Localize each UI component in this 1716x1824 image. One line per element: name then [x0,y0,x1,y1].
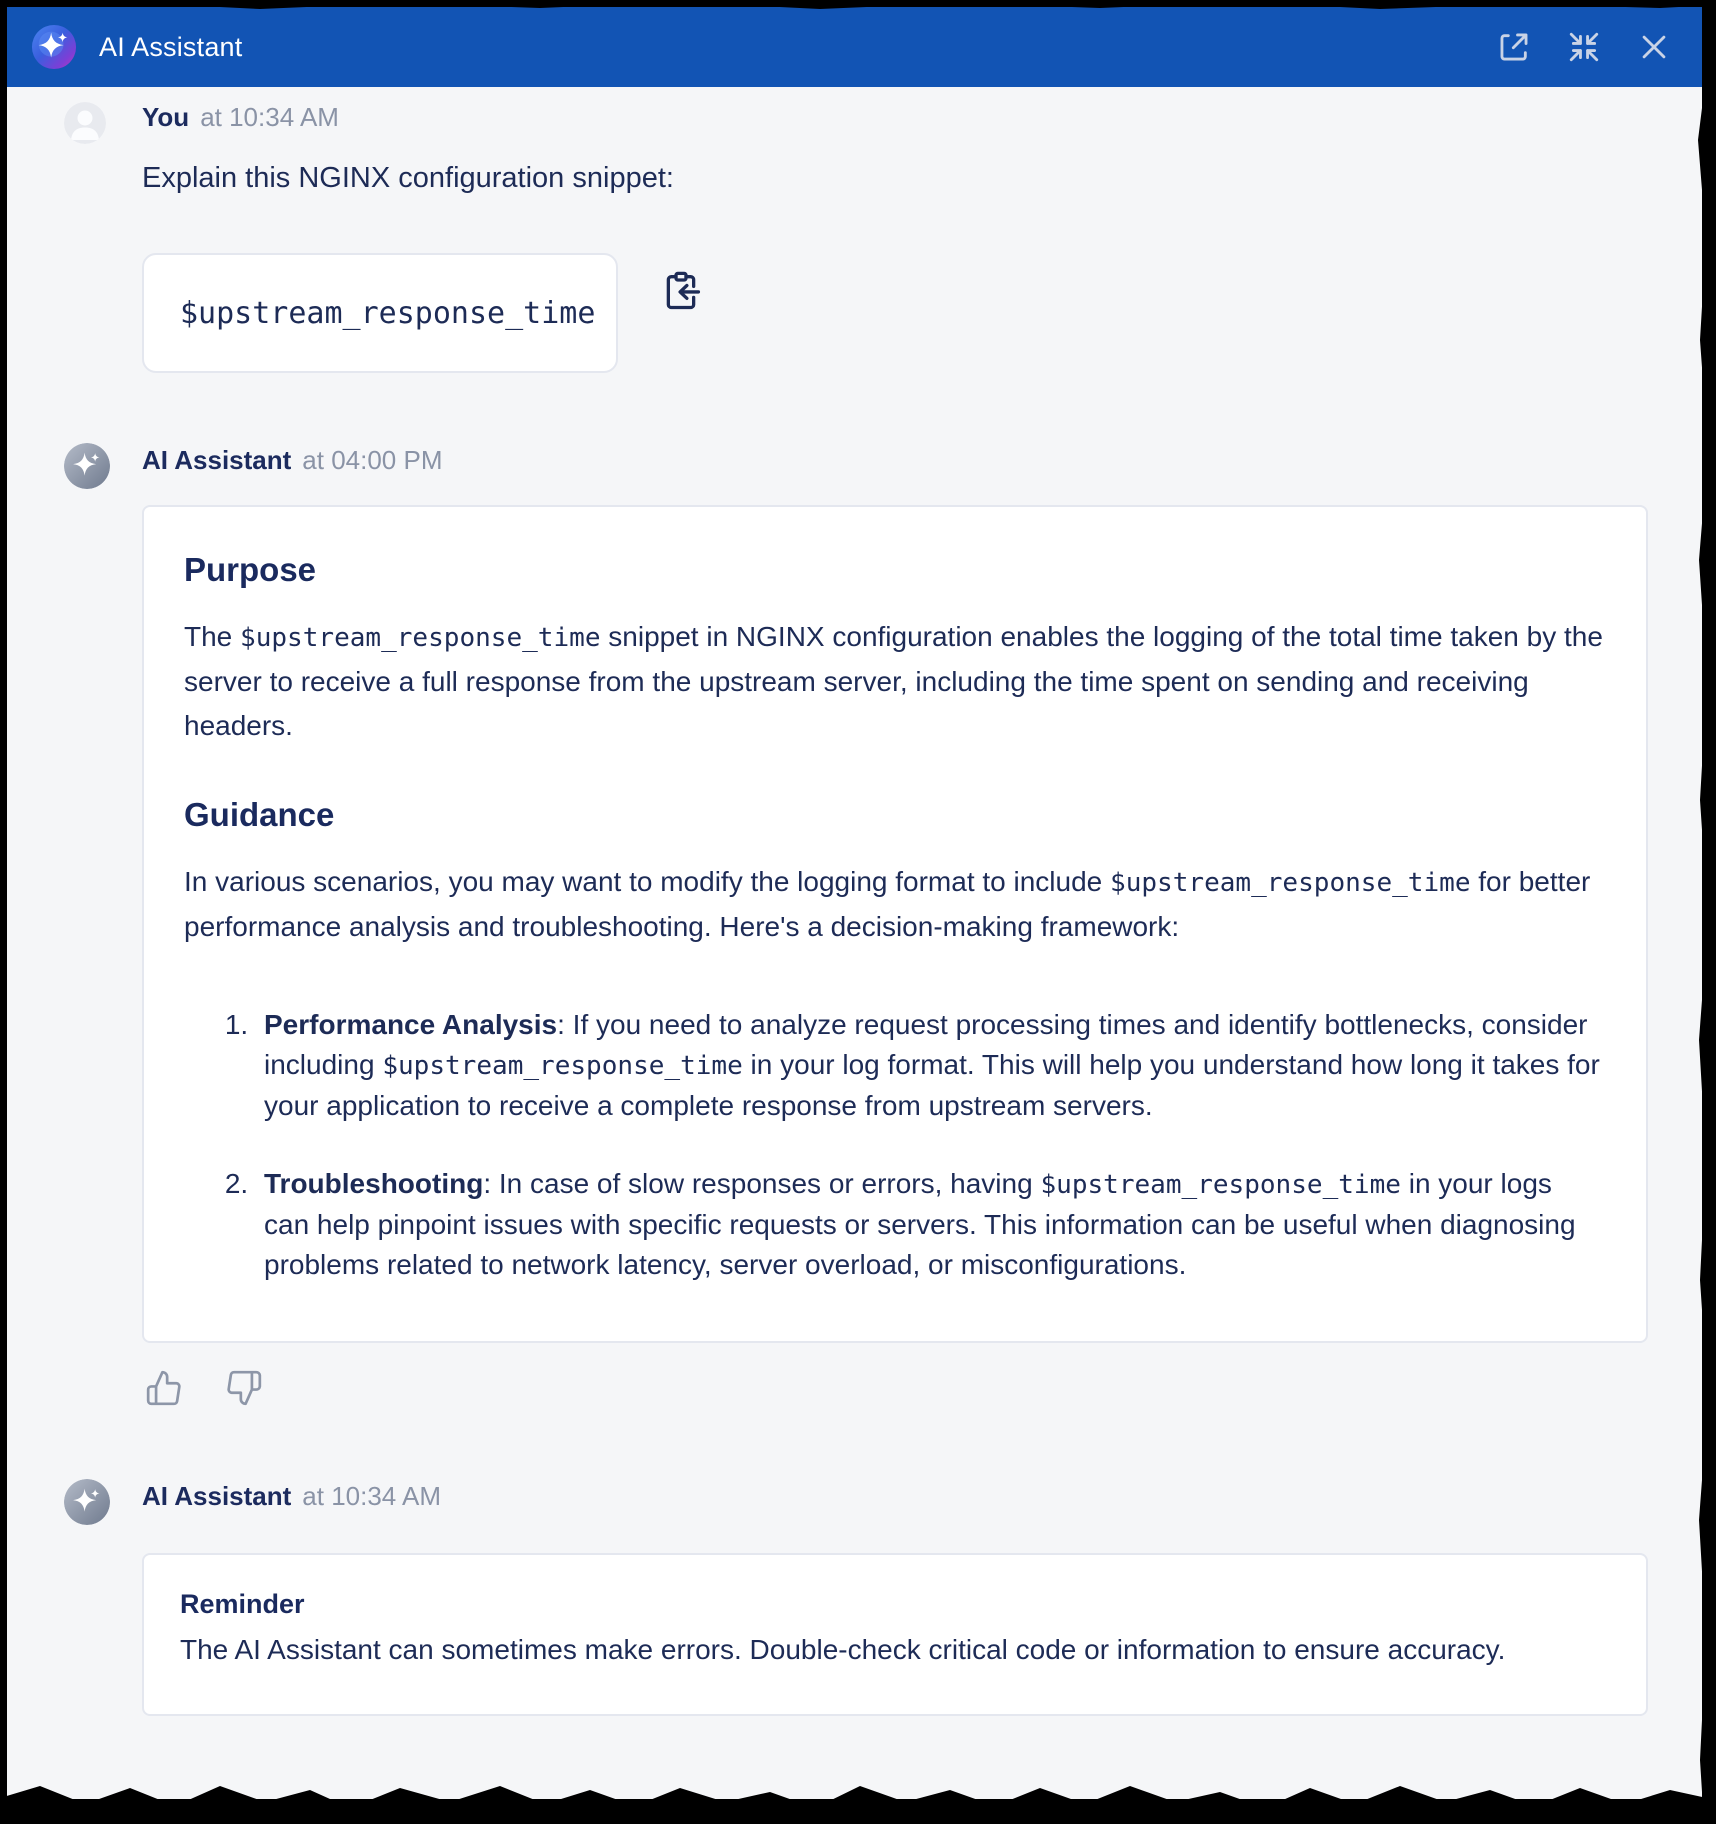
assistant-sparkle-avatar [64,1479,110,1525]
avatar-column [64,443,142,1409]
close-icon [1637,30,1671,64]
user-message [64,100,1648,373]
code-snippet-card [142,253,618,373]
reminder-message-body [142,1479,1648,1716]
chat-scroll-area[interactable] [7,87,1702,1716]
header-actions [1496,29,1672,65]
thumbs-up-button[interactable] [144,1369,184,1409]
open-in-new-window-icon [1497,30,1531,64]
panel-title: AI Assistant [99,31,243,62]
author-name: You [142,102,190,132]
purpose-paragraph: The $upstream_response_time snippet in NGINX configuration enables the logging of the total time taken by the server to receive a full response from the upstream server, including the time spent on sending and receiving headers. [184,621,1603,741]
guidance-heading: Guidance [184,796,335,833]
guidance-list-item: 1. Performance Analysis: If you need to analyze request processing times and identify bottlenecks, consider including $upstream_response_time in your log format. This will help you understand how long it takes for your application to receive a complete response from upstream servers. [256,1005,1604,1126]
assistant-reminder-message [64,1479,1648,1716]
panel-header [7,7,1702,87]
copy-to-clipboard-icon [659,269,703,313]
thumbs-down-icon [225,1369,263,1407]
timestamp: at 10:34 AM [200,102,339,132]
timestamp: at 04:00 PM [302,445,443,475]
user-prompt-text: Explain this NGINX configuration snippet: [142,162,674,194]
guidance-list-item: 2. Troubleshooting: In case of slow responses or errors, having $upstream_response_time in your logs can help pinpoint issues with specific requests or servers. This information can be useful when diagnosing problems related to network latency, server overload, or misconfigurations. [256,1164,1604,1285]
thumbs-up-icon [145,1369,183,1407]
inline-code: $upstream_response_time [1110,868,1471,898]
reminder-card [142,1553,1648,1716]
reminder-title: Reminder [180,1589,305,1619]
close-panel-button[interactable] [1636,29,1672,65]
ai-sparkle-logo-icon [31,24,77,70]
guidance-paragraph: In various scenarios, you may want to modify the logging format to include $upstream_response_time for better performance analysis and troubleshooting. Here's a decision-making framework: [184,866,1591,942]
reminder-text: The AI Assistant can sometimes make errors. Double-check critical code or information to ensure accuracy. [180,1634,1506,1665]
avatar-column [64,100,142,373]
assistant-message [64,443,1648,1409]
purpose-heading: Purpose [184,551,317,588]
user-byline [142,100,1648,134]
inline-code: $upstream_response_time [240,623,601,653]
list-item-lead: Troubleshooting [264,1168,484,1199]
user-avatar [64,102,106,144]
open-in-new-window-button[interactable] [1496,29,1532,65]
list-item-lead: Performance Analysis [264,1009,558,1040]
inline-code: $upstream_response_time [1040,1170,1401,1200]
copy-to-clipboard-button[interactable] [658,269,704,315]
assistant-message-body [142,443,1648,1409]
collapse-panel-icon [1567,30,1601,64]
thumbs-down-button[interactable] [224,1369,264,1409]
assistant-response-card [142,505,1648,1343]
inline-code: $upstream_response_time [382,1051,743,1081]
user-message-body [142,100,1648,373]
ai-assistant-panel [7,7,1702,1799]
reminder-byline [142,1479,1648,1513]
feedback-row [142,1369,1648,1409]
author-name: AI Assistant [142,1481,292,1511]
guidance-list [184,1005,1604,1285]
assistant-byline [142,443,1648,477]
assistant-sparkle-avatar [64,443,110,489]
code-snippet: $upstream_response_time [180,295,596,331]
author-name: AI Assistant [142,445,292,475]
avatar-column [64,1479,142,1716]
collapse-panel-button[interactable] [1566,29,1602,65]
code-row [142,253,1648,373]
timestamp: at 10:34 AM [302,1481,442,1511]
